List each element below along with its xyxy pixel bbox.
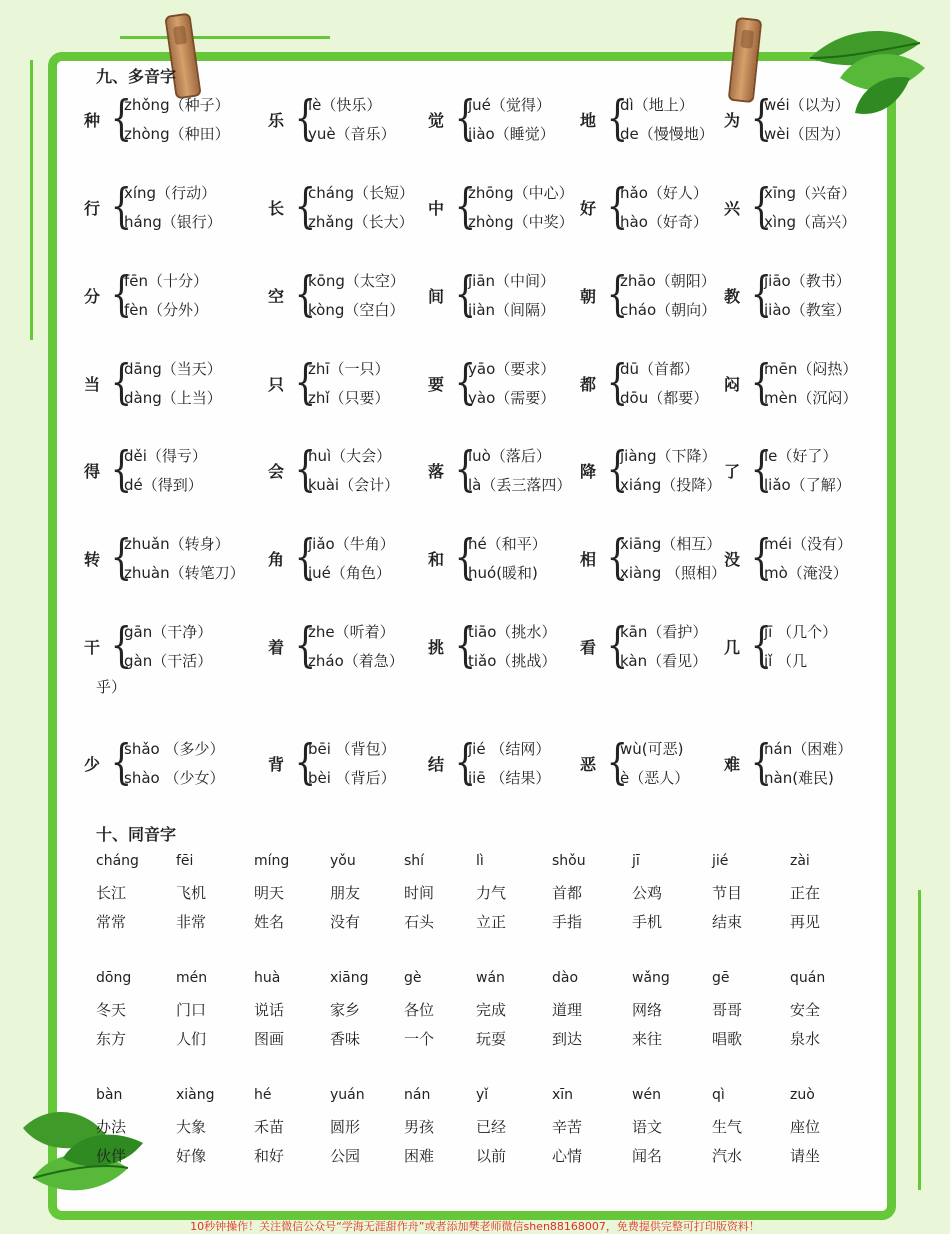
pronunciation-1: cháng（长短）: [308, 184, 414, 202]
polyphone-char: 几: [724, 638, 741, 657]
homophone-word: 明天: [254, 884, 285, 902]
pronunciation-2: jiàn（间隔）: [468, 301, 556, 319]
homophone-word: 来往: [632, 1030, 663, 1048]
homophone-word: 香味: [330, 1030, 361, 1048]
homophone-pinyin: zuò: [790, 1087, 815, 1103]
pronunciation-2: jiē （结果）: [468, 769, 551, 787]
homophone-word: 圆形: [330, 1118, 361, 1136]
homophone-pinyin: xīn: [552, 1087, 574, 1103]
homophone-pinyin: jié: [712, 853, 729, 869]
brace-symbol: {: [110, 441, 132, 497]
homophone-word: 手指: [552, 913, 583, 931]
brace-symbol: {: [606, 266, 628, 322]
homophone-word: 禾苗: [254, 1118, 285, 1136]
homophone-word: 力气: [476, 884, 507, 902]
brace-symbol: {: [454, 266, 476, 322]
homophone-word: 大象: [176, 1118, 207, 1136]
brace-symbol: {: [454, 529, 476, 585]
homophone-word: 首都: [552, 884, 583, 902]
pronunciation-2: zhǎng（长大）: [308, 213, 414, 231]
pronunciation-2: fèn（分外）: [124, 301, 209, 319]
brace-symbol: {: [606, 354, 628, 410]
brace-symbol: {: [454, 354, 476, 410]
polyphone-char: 恶: [580, 755, 597, 774]
homophone-word: 常常: [96, 913, 127, 931]
pronunciation-1: kōng（太空）: [308, 272, 405, 290]
polyphone-char: 角: [268, 550, 285, 569]
pronunciation-2: xiáng（投降）: [620, 476, 722, 494]
pronunciation-1: nán（困难）: [764, 740, 853, 758]
brace-symbol: {: [110, 734, 132, 790]
homophone-word: 正在: [790, 884, 821, 902]
pronunciation-2: kuài（会计）: [308, 476, 400, 494]
homophone-pinyin: wán: [476, 970, 505, 986]
homophone-word: 唱歌: [712, 1030, 743, 1048]
pronunciation-1: zhōng（中心）: [468, 184, 574, 202]
polyphone-char: 难: [724, 755, 741, 774]
polyphone-char: 干: [84, 638, 101, 657]
homophone-word: 和好: [254, 1147, 285, 1165]
pronunciation-1: hǎo（好人）: [620, 184, 708, 202]
pronunciation-2: háng（银行）: [124, 213, 222, 231]
pronunciation-1: lè（快乐）: [308, 96, 382, 114]
polyphone-char: 乐: [268, 111, 285, 130]
pronunciation-1: huì（大会）: [308, 447, 392, 465]
homophone-word: 闻名: [632, 1147, 663, 1165]
pronunciation-2: hào（好奇）: [620, 213, 708, 231]
brace-symbol: {: [110, 354, 132, 410]
homophone-word: 手机: [632, 913, 663, 931]
polyphone-tail-text: 乎）: [96, 678, 127, 696]
homophone-word: 辛苦: [552, 1118, 583, 1136]
section9-title: 九、多音字: [96, 67, 177, 86]
pronunciation-2: tiǎo（挑战）: [468, 652, 557, 670]
pronunciation-2: jiào（教室）: [764, 301, 851, 319]
homophone-pinyin: gē: [712, 970, 730, 986]
homophone-pinyin: mén: [176, 970, 208, 986]
homophone-word: 伙伴: [96, 1147, 127, 1165]
pronunciation-2: wèi（因为）: [764, 125, 850, 143]
brace-symbol: {: [454, 617, 476, 673]
decorative-line-top: [120, 36, 330, 39]
pronunciation-1: le（好了）: [764, 447, 838, 465]
homophone-word: 再见: [790, 913, 821, 931]
homophone-word: 男孩: [404, 1118, 435, 1136]
brace-symbol: {: [110, 178, 132, 234]
pronunciation-1: tiāo（挑水）: [468, 623, 557, 641]
brace-symbol: {: [454, 178, 476, 234]
pronunciation-1: dū（首都）: [620, 360, 700, 378]
polyphone-char: 结: [428, 755, 445, 774]
homophone-word: 哥哥: [712, 1001, 743, 1019]
pronunciation-2: kàn（看见）: [620, 652, 708, 670]
brace-symbol: {: [606, 178, 628, 234]
homophone-pinyin: nán: [404, 1087, 431, 1103]
brace-symbol: {: [294, 178, 316, 234]
pronunciation-1: luò（落后）: [468, 447, 551, 465]
pronunciation-1: mēn（闷热）: [764, 360, 858, 378]
decorative-line-left: [30, 60, 33, 340]
pronunciation-1: jiāo（教书）: [764, 272, 851, 290]
pronunciation-1: zhī（一只）: [308, 360, 390, 378]
homophone-word: 完成: [476, 1001, 507, 1019]
polyphone-char: 中: [428, 199, 445, 218]
homophone-pinyin: yuán: [330, 1087, 365, 1103]
pronunciation-1: hé（和平）: [468, 535, 547, 553]
homophone-word: 公园: [330, 1147, 361, 1165]
pronunciation-1: wéi（以为）: [764, 96, 850, 114]
brace-symbol: {: [294, 441, 316, 497]
polyphone-char: 觉: [428, 111, 445, 130]
polyphone-char: 好: [580, 199, 597, 218]
homophone-pinyin: quán: [790, 970, 826, 986]
polyphone-char: 没: [724, 550, 741, 569]
homophone-pinyin: xiàng: [176, 1087, 215, 1103]
polyphone-char: 了: [724, 462, 741, 481]
pronunciation-1: fēn（十分）: [124, 272, 209, 290]
homophone-word: 语文: [632, 1118, 663, 1136]
homophone-word: 生气: [712, 1118, 743, 1136]
homophone-word: 家乡: [330, 1001, 361, 1019]
pronunciation-2: dé（得到）: [124, 476, 203, 494]
brace-symbol: {: [750, 617, 772, 673]
homophone-word: 好像: [176, 1147, 207, 1165]
polyphone-char: 教: [724, 287, 741, 306]
pronunciation-2: nàn(难民): [764, 769, 834, 787]
brace-symbol: {: [110, 90, 132, 146]
homophone-word: 姓名: [254, 913, 285, 931]
homophone-word: 座位: [790, 1118, 821, 1136]
homophone-word: 公鸡: [632, 884, 663, 902]
pronunciation-1: kān（看护）: [620, 623, 708, 641]
homophone-word: 东方: [96, 1030, 127, 1048]
polyphone-char: 降: [580, 462, 597, 481]
homophone-pinyin: lì: [476, 853, 484, 869]
brace-symbol: {: [110, 266, 132, 322]
polyphone-char: 落: [428, 462, 445, 481]
brace-symbol: {: [606, 734, 628, 790]
brace-symbol: {: [294, 266, 316, 322]
pronunciation-2: liǎo（了解）: [764, 476, 851, 494]
homophone-pinyin: dōng: [96, 970, 132, 986]
pronunciation-2: yuè（音乐）: [308, 125, 396, 143]
brace-symbol: {: [294, 90, 316, 146]
brace-symbol: {: [294, 617, 316, 673]
pronunciation-1: zhe（听着）: [308, 623, 395, 641]
homophone-pinyin: míng: [254, 853, 290, 869]
homophone-word: 石头: [404, 913, 435, 931]
homophone-word: 没有: [330, 913, 361, 931]
pronunciation-1: xíng（行动）: [124, 184, 217, 202]
homophone-word: 说话: [254, 1001, 285, 1019]
polyphone-char: 空: [268, 287, 285, 306]
pronunciation-1: shǎo （多少）: [124, 740, 225, 758]
brace-symbol: {: [454, 734, 476, 790]
homophone-pinyin: yǒu: [330, 853, 356, 869]
homophone-word: 图画: [254, 1030, 285, 1048]
homophone-word: 泉水: [790, 1030, 821, 1048]
polyphone-char: 种: [84, 111, 101, 130]
brace-symbol: {: [294, 734, 316, 790]
homophone-word: 立正: [476, 913, 507, 931]
pronunciation-2: de（慢慢地）: [620, 125, 714, 143]
pronunciation-1: méi（没有）: [764, 535, 853, 553]
pronunciation-2: jǐ （几: [764, 652, 808, 670]
brace-symbol: {: [750, 266, 772, 322]
polyphone-char: 相: [580, 550, 597, 569]
homophone-word: 长江: [96, 884, 127, 902]
pronunciation-2: dàng（上当）: [124, 389, 222, 407]
pronunciation-1: zhāo（朝阳）: [620, 272, 716, 290]
pronunciation-1: jiàng（下降）: [620, 447, 717, 465]
pronunciation-2: cháo（朝向）: [620, 301, 717, 319]
brace-symbol: {: [110, 617, 132, 673]
pronunciation-2: zhǐ（只要）: [308, 389, 390, 407]
homophone-pinyin: wén: [632, 1087, 661, 1103]
homophone-word: 安全: [790, 1001, 821, 1019]
brace-symbol: {: [750, 441, 772, 497]
pronunciation-1: jī （几个）: [764, 623, 838, 641]
homophone-pinyin: shǒu: [552, 853, 586, 869]
pronunciation-2: zhuàn（转笔刀）: [124, 564, 245, 582]
polyphone-char: 为: [724, 111, 741, 130]
homophone-word: 朋友: [330, 884, 361, 902]
pronunciation-2: zhòng（中奖）: [468, 213, 574, 231]
polyphone-char: 着: [268, 638, 285, 657]
homophone-word: 道理: [552, 1001, 583, 1019]
pronunciation-2: è（恶人）: [620, 769, 690, 787]
homophone-word: 已经: [476, 1118, 507, 1136]
brace-symbol: {: [750, 90, 772, 146]
homophone-pinyin: hé: [254, 1087, 272, 1103]
homophone-pinyin: bàn: [96, 1087, 123, 1103]
homophone-pinyin: dào: [552, 970, 579, 986]
homophone-pinyin: qì: [712, 1087, 725, 1103]
homophone-pinyin: fēi: [176, 853, 194, 869]
homophone-pinyin: yǐ: [476, 1087, 489, 1103]
pronunciation-1: jiān（中间）: [468, 272, 556, 290]
polyphone-char: 地: [580, 111, 597, 130]
homophone-word: 以前: [476, 1147, 507, 1165]
pronunciation-2: mò（淹没）: [764, 564, 848, 582]
polyphone-char: 长: [268, 199, 285, 218]
homophone-pinyin: cháng: [96, 853, 139, 869]
brace-symbol: {: [294, 529, 316, 585]
pronunciation-2: yào（需要）: [468, 389, 556, 407]
pronunciation-1: zhuǎn（转身）: [124, 535, 230, 553]
homophone-pinyin: wǎng: [632, 970, 670, 986]
polyphone-char: 转: [84, 550, 101, 569]
polyphone-char: 兴: [724, 199, 741, 218]
brace-symbol: {: [454, 90, 476, 146]
brace-symbol: {: [606, 441, 628, 497]
homophone-word: 结束: [712, 913, 743, 931]
brace-symbol: {: [454, 441, 476, 497]
brace-symbol: {: [294, 354, 316, 410]
polyphone-char: 闷: [724, 375, 741, 394]
polyphone-char: 少: [84, 755, 101, 774]
polyphone-char: 朝: [580, 287, 597, 306]
polyphone-char: 只: [268, 375, 285, 394]
brace-symbol: {: [750, 734, 772, 790]
pronunciation-2: jiào（睡觉）: [468, 125, 555, 143]
brace-symbol: {: [606, 529, 628, 585]
polyphone-char: 会: [268, 462, 285, 481]
polyphone-char: 得: [84, 462, 101, 481]
decorative-line-right: [918, 890, 921, 1190]
pronunciation-2: xìng（高兴）: [764, 213, 857, 231]
polyphone-char: 间: [428, 287, 445, 306]
polyphone-char: 行: [84, 199, 101, 218]
homophone-word: 门口: [176, 1001, 207, 1019]
polyphone-char: 当: [84, 375, 101, 394]
homophone-word: 办法: [96, 1118, 127, 1136]
pronunciation-2: dōu（都要）: [620, 389, 709, 407]
polyphone-char: 要: [428, 375, 445, 394]
polyphone-char: 都: [580, 375, 597, 394]
brace-symbol: {: [110, 529, 132, 585]
brace-symbol: {: [750, 529, 772, 585]
homophone-pinyin: gè: [404, 970, 422, 986]
pronunciation-2: jué（角色）: [308, 564, 391, 582]
homophone-word: 心情: [552, 1147, 583, 1165]
pronunciation-2: bèi （背后）: [308, 769, 396, 787]
leaf-cluster-bottom-left: [18, 1098, 148, 1208]
polyphone-char: 分: [84, 287, 101, 306]
footer-notice: 10秒钟操作！关注微信公众号“学海无涯甜作舟”或者添加樊老师微信shen88168007，免费提供完整可打印版资料！: [190, 1220, 760, 1233]
homophone-word: 网络: [632, 1001, 663, 1019]
pronunciation-2: xiàng （照相）: [620, 564, 727, 582]
pronunciation-2: zhòng（种田）: [124, 125, 230, 143]
homophone-pinyin: shí: [404, 853, 425, 869]
pronunciation-2: shào （少女）: [124, 769, 225, 787]
homophone-word: 非常: [176, 913, 207, 931]
polyphone-char: 看: [580, 638, 597, 657]
homophone-word: 请坐: [790, 1147, 821, 1165]
pronunciation-2: mèn（沉闷）: [764, 389, 858, 407]
brace-symbol: {: [750, 354, 772, 410]
homophone-word: 节目: [712, 884, 743, 902]
pronunciation-2: gàn（干活）: [124, 652, 213, 670]
pronunciation-1: jiǎo（牛角）: [308, 535, 395, 553]
homophone-word: 人们: [176, 1030, 207, 1048]
pronunciation-2: là（丢三落四）: [468, 476, 572, 494]
pronunciation-1: zhǒng（种子）: [124, 96, 230, 114]
homophone-word: 时间: [404, 884, 435, 902]
homophone-pinyin: xiāng: [330, 970, 369, 986]
homophone-pinyin: jī: [632, 853, 640, 869]
pronunciation-1: xīng（兴奋）: [764, 184, 857, 202]
pronunciation-1: jué（觉得）: [468, 96, 551, 114]
homophone-word: 困难: [404, 1147, 435, 1165]
homophone-word: 汽水: [712, 1147, 743, 1165]
brace-symbol: {: [750, 178, 772, 234]
pronunciation-2: zháo（着急）: [308, 652, 404, 670]
polyphone-char: 背: [268, 755, 285, 774]
homophone-word: 玩耍: [476, 1030, 507, 1048]
brace-symbol: {: [606, 90, 628, 146]
pronunciation-1: dì（地上）: [620, 96, 694, 114]
homophone-pinyin: huà: [254, 970, 281, 986]
polyphone-char: 挑: [428, 638, 445, 657]
brace-symbol: {: [606, 617, 628, 673]
pronunciation-1: bēi （背包）: [308, 740, 396, 758]
pronunciation-2: kòng（空白）: [308, 301, 405, 319]
homophone-word: 飞机: [176, 884, 207, 902]
pronunciation-1: jié （结网）: [468, 740, 551, 758]
pronunciation-1: yāo（要求）: [468, 360, 556, 378]
pronunciation-1: děi（得亏）: [124, 447, 207, 465]
polyphone-char: 和: [428, 550, 445, 569]
homophone-word: 冬天: [96, 1001, 127, 1019]
homophone-word: 一个: [404, 1030, 435, 1048]
pronunciation-1: xiāng（相互）: [620, 535, 722, 553]
homophone-pinyin: zài: [790, 853, 810, 869]
pronunciation-1: gān（干净）: [124, 623, 213, 641]
pronunciation-1: wù(可恶): [620, 740, 684, 758]
pronunciation-2: huó(暖和): [468, 564, 538, 582]
section10-title: 十、同音字: [96, 825, 177, 844]
pronunciation-1: dāng（当天）: [124, 360, 222, 378]
homophone-word: 到达: [552, 1030, 583, 1048]
homophone-word: 各位: [404, 1001, 435, 1019]
